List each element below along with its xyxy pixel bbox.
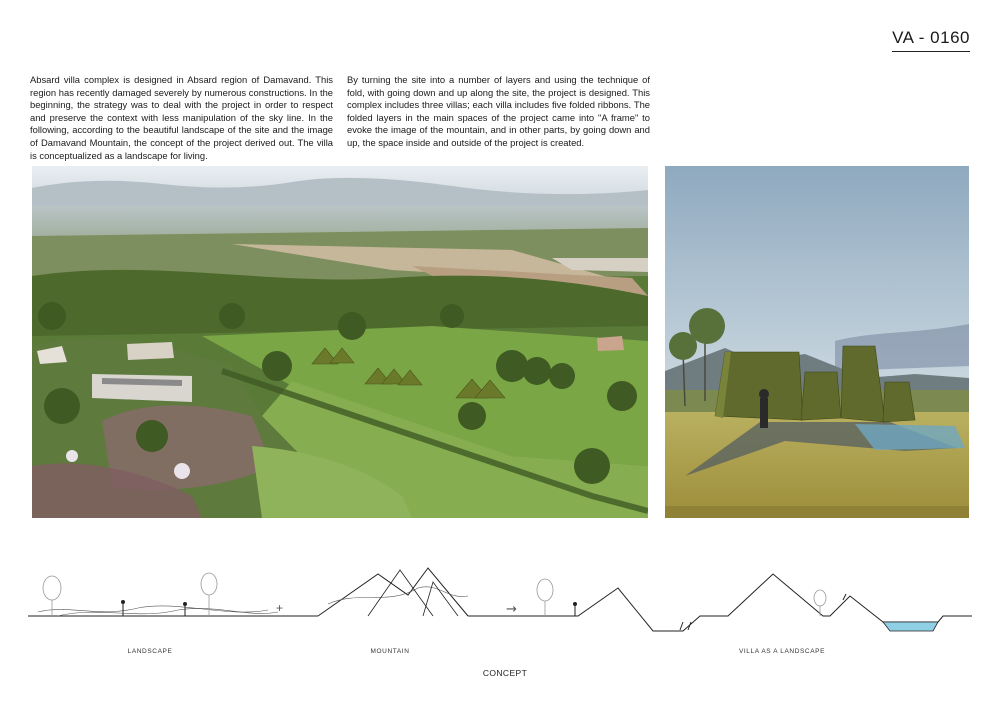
project-code: VA - 0160	[892, 28, 970, 52]
ground-line	[28, 568, 972, 631]
concept-title: CONCEPT	[482, 668, 528, 678]
description-paragraph-2: By turning the site into a number of layers and using the technique of fold, with going down and up along the site, the project is designed. This complex includes three villas; each villa includes five folded ribbons. The folded layers in the main spaces of the project came into "A frame" to evoke the image of the mountain, and in other parts, by going down and up, the space inside and outside of the project is created.	[347, 74, 650, 148]
tree-icon	[43, 573, 826, 616]
landscape-curves	[38, 587, 468, 616]
caption-mountain: MOUNTAIN	[370, 648, 410, 655]
villa-render-image	[665, 166, 969, 518]
arrow-operator: →	[506, 602, 517, 617]
concept-diagram	[28, 560, 972, 640]
caption-villa-as-landscape: VILLA AS A LANDSCAPE	[738, 648, 826, 655]
water-pool	[883, 622, 938, 631]
aerial-site-photo	[32, 166, 648, 518]
description-paragraph-1: Absard villa complex is designed in Absard region of Damavand. This region has recently damaged severely by numerous constructions. In the beginning, the strategy was to deal with the project in order to respect and preserve the context with less manipulation of the sky line. In the following, according to the beautiful landscape of the site and the image of Damavand Mountain, the concept of the project derived out. The villa is conceptualized as a landscape for living.	[30, 74, 333, 161]
plus-operator: +	[276, 601, 284, 615]
person-figure	[122, 594, 847, 630]
caption-landscape: LANDSCAPE	[127, 648, 173, 655]
